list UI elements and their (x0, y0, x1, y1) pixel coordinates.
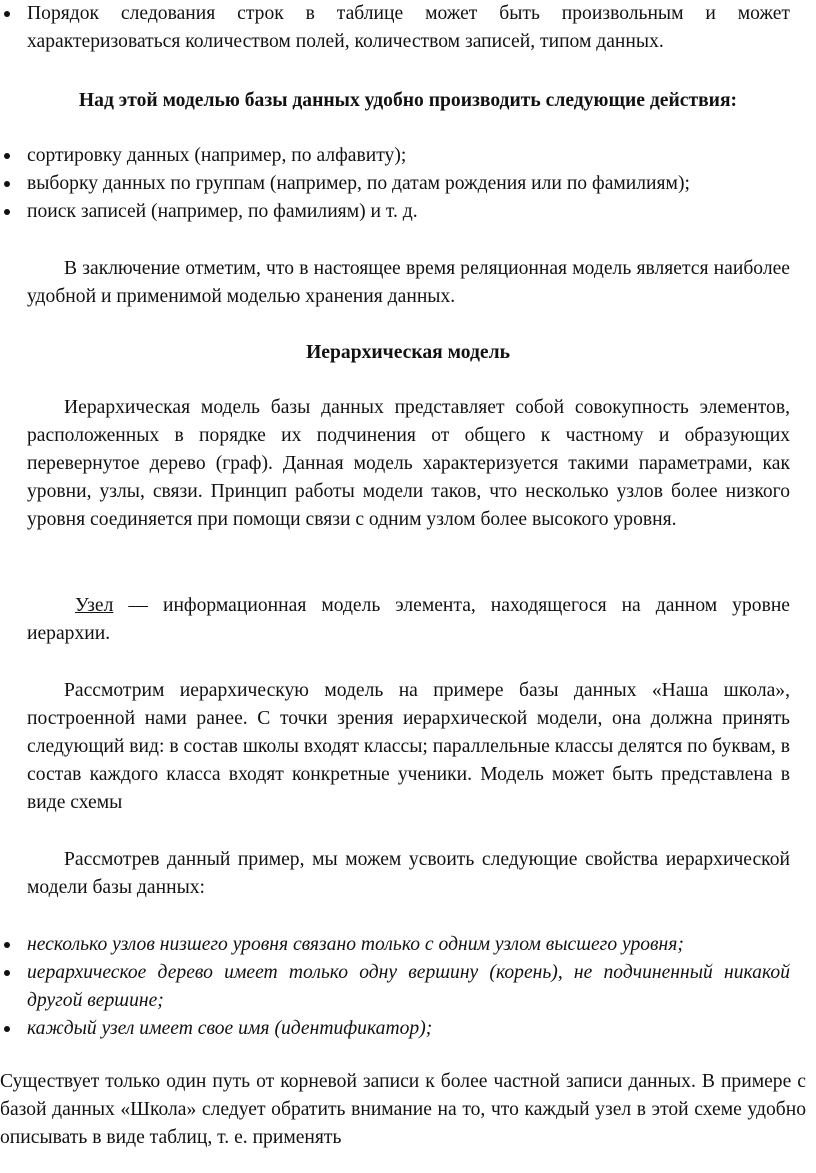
node-term: Узел (75, 595, 114, 616)
node-definition-paragraph (27, 592, 790, 648)
list-item: Порядок следования строк в таблице может быть произвольным и может характеризоваться количеством полей, количеством записей, типом данных. (0, 0, 790, 56)
list-item: поиск записей (например, по фамилиям) и т. д. (0, 198, 790, 226)
definition-dash: — (113, 595, 163, 616)
list-item: выборку данных по группам (например, по датам рождения или по фамилиям); (0, 170, 790, 198)
properties-bullet-list (0, 931, 790, 1043)
conclusion-paragraph: В заключение отметим, что в настоящее время реляционная модель является наиболее удобной и применимой моделью хранения данных. (27, 258, 790, 307)
final-paragraph: Существует только один путь от корневой записи к более частной записи данных. В примере с базой данных «Школа» следует обратить внимание на то, что каждый узел в этой схеме удобно описывать в виде таблиц, т. е. применять (0, 1071, 806, 1148)
properties-intro-paragraph: Рассмотрев данный пример, мы можем усвоить следующие свойства иерархической модели базы данных: (27, 849, 790, 898)
list-item: сортировку данных (например, по алфавиту); (0, 142, 790, 170)
actions-heading: Над этой моделью базы данных удобно производить следующие действия: (78, 90, 738, 111)
intro-bullet-list (0, 0, 790, 56)
hierarchical-description-paragraph: Иерархическая модель базы данных представляет собой совокупность элементов, расположенных в порядке их подчинения от общего к частному и образующих перевернутое дерево (граф). Данная модель характеризуется такими параметрами, как уровни, узлы, связи. Принцип работы модели таков, что несколько узлов более низкого уровня соединяется при помощи связи с одним узлом более высокого уровня. (27, 397, 790, 530)
list-item: иерархическое дерево имеет только одну вершину (корень), не подчиненный никакой другой вершине; (0, 959, 790, 1015)
section-heading-hierarchical: Иерархическая модель (306, 342, 510, 363)
actions-bullet-list (0, 142, 790, 226)
example-paragraph: Рассмотрим иерархическую модель на примере базы данных «Наша школа», построенной нами ранее. С точки зрения иерархической модели, она должна принять следующий вид: в состав школы входят классы; параллельные классы делятся по буквам, в состав каждого класса входят конкретные ученики. Модель может быть представлена в виде схемы (27, 680, 790, 813)
node-definition-text: информационная модель элемента, находящегося на данном уровне иерархии. (27, 595, 791, 644)
list-item: каждый узел имеет свое имя (идентификатор); (0, 1015, 790, 1043)
list-item: несколько узлов низшего уровня связано только с одним узлом высшего уровня; (0, 931, 790, 959)
